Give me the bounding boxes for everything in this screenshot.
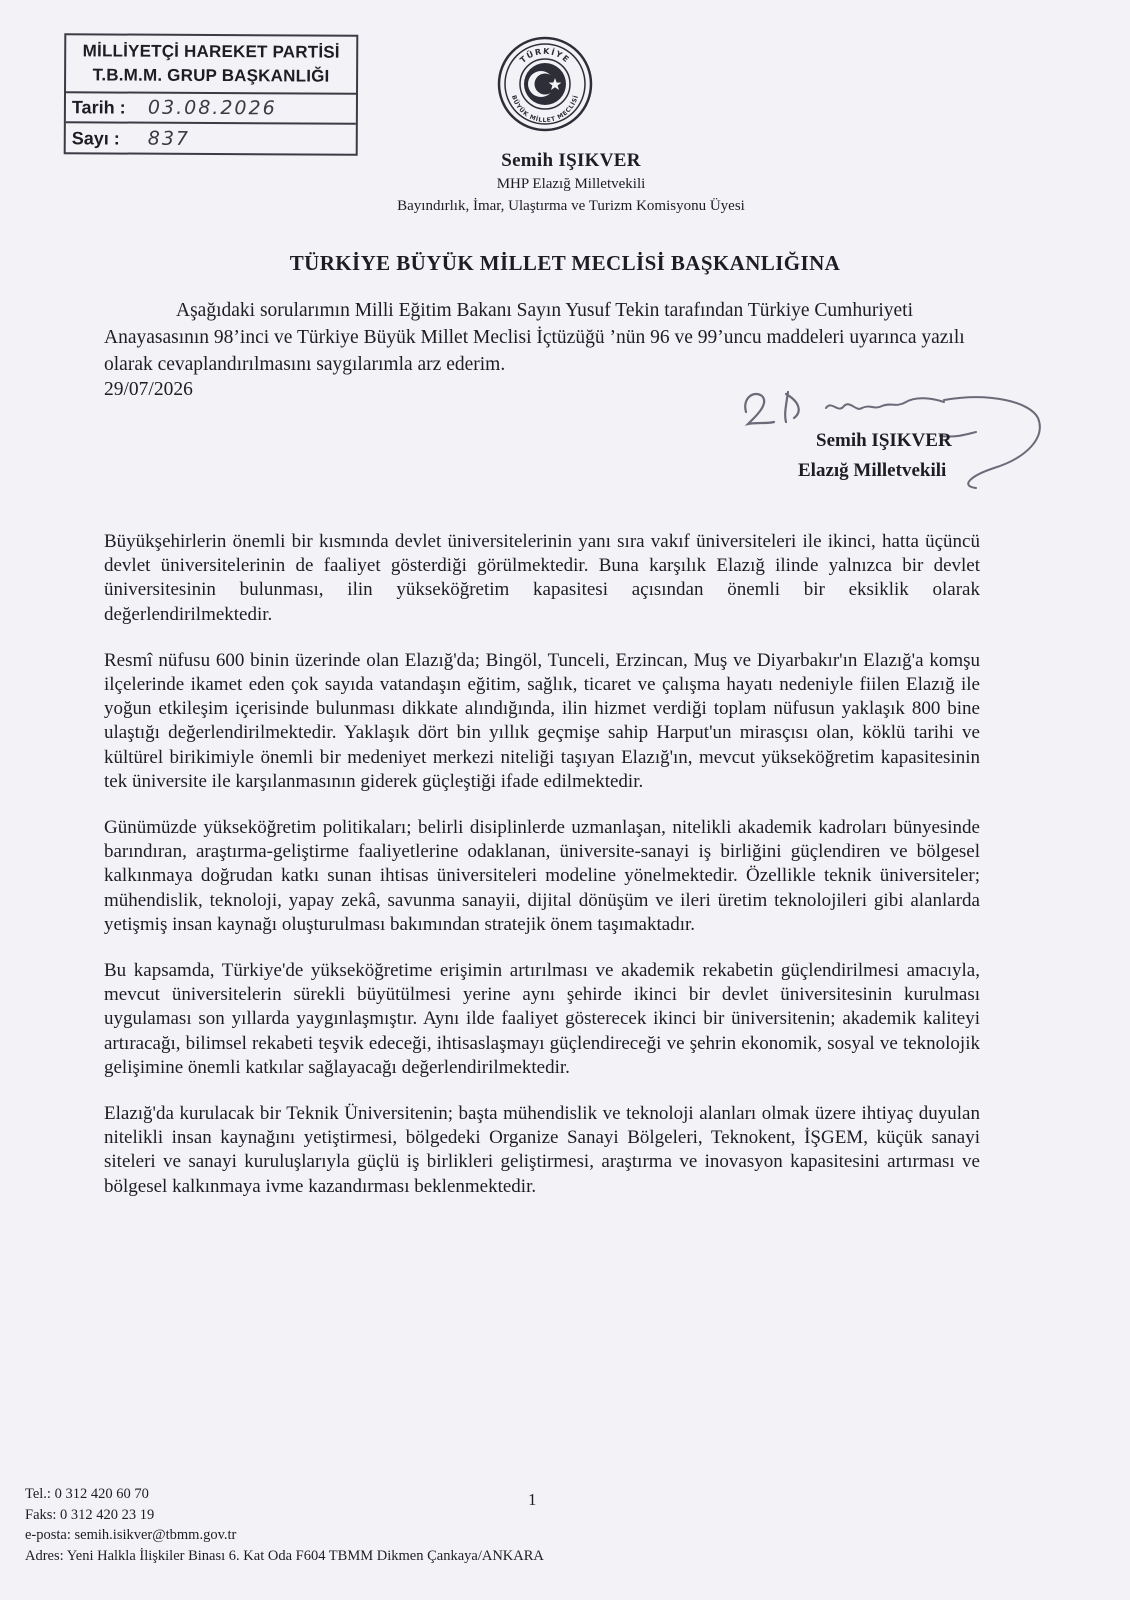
seal-text-bottom: BÜYÜK MİLLET MECLİSİ — [509, 94, 581, 125]
body-paragraph: Büyükşehirlerin önemli bir kısmında devlet üniversitelerinin yanı sıra vakıf üniversiteleri ile ikinci, hatta üçüncü devlet üniversitelerinin de faaliyet gösterdiği görülmektedir. Buna karşılık Elazığ ilinde yalnızca bir devlet üniversitesinin bulunması, ilin yükseköğretim kapasitesi açısından önemli bir eksiklik olarak değerlendirilmektedir. — [104, 531, 980, 625]
stamp-office-name: T.B.M.M. GRUP BAŞKANLIĞI — [92, 65, 330, 86]
stamp-number-value: 837 — [147, 127, 191, 150]
signatory-title: Elazığ Milletvekili — [798, 460, 947, 481]
stamp-number-label: Sayı : — [71, 127, 120, 149]
tbmm-seal-icon — [497, 36, 593, 132]
addressee-heading: TÜRKİYE BÜYÜK MİLLET MECLİSİ BAŞKANLIĞINA — [289, 251, 841, 275]
footer-fax: Faks: 0 312 420 23 19 — [25, 1506, 155, 1523]
sender-name: Semih IŞIKVER — [501, 150, 641, 171]
footer-email: e-posta: semih.isikver@tbmm.gov.tr — [25, 1527, 237, 1543]
stamp-date-label: Tarih : — [71, 96, 126, 118]
svg-text:TÜRKİYE — [518, 47, 571, 65]
sender-role: MHP Elazığ Milletvekili — [496, 176, 646, 192]
body-paragraph: Günümüzde yükseköğretim politikaları; belirli disiplinlerde uzmanlaşan, nitelikli akademik kadroları bünyesinde barındıran, araştırma-geliştirme faaliyetlerine odaklanan, üniversite-sanayi iş birliğini güçlendiren ve bölgesel kalkınmaya doğrudan katkı sunan ihtisas üniversiteleri modeline yönelmektedir. Özellikle teknik üniversiteler; mühendislik, teknoloji, yapay zekâ, savunma sanayii, dijital dönüşüm ve ileri üretim teknolojileri gibi alanlarda yetişmiş insan kaynağı oluşturulması bakımından stratejik önem taşımaktadır. — [104, 817, 980, 935]
incoming-document-stamp — [64, 33, 359, 156]
intro-paragraph: Aşağıdaki sorularımın Milli Eğitim Bakanı Sayın Yusuf Tekin tarafından Türkiye Cumhuriyeti Anayasasının 98’inci ve Türkiye Büyük Millet Meclisi İçtüzüğü ’nün 96 ve 99’uncu maddeleri uyarınca yazılı olarak cevaplandırılmasını saygılarımla arz ederim. — [104, 300, 965, 375]
signatory-name: Semih IŞIKVER — [816, 430, 952, 451]
stamp-date-row — [66, 93, 356, 125]
page-number: 1 — [528, 1490, 537, 1509]
seal-text-top: TÜRKİYE — [518, 46, 572, 65]
document-date: 29/07/2026 — [104, 379, 193, 400]
body-paragraph: Bu kapsamda, Türkiye'de yükseköğretime erişimin artırılması ve akademik rekabetin güçlendirilmesi amacıyla, mevcut üniversitelerin sürekli büyütülmesi yerine aynı şehirde ikinci bir devlet üniversitesinin kurulması uygulaması son yıllarda yaygınlaşmıştır. Aynı ilde faaliyet gösterecek ikinci bir üniversitenin; akademik kaliteyi artıracağı, bilimsel rekabeti teşvik edeceği, ihtisaslaşmayı güçlendireceği ve şehrin ekonomik, sosyal ve teknolojik gelişimine önemli katkılar sağlayacağı değerlendirilmektedir. — [104, 960, 980, 1078]
body-paragraph: Elazığ'da kurulacak bir Teknik Üniversitenin; başta mühendislik ve teknoloji alanları olmak üzere ihtiyaç duyulan nitelikli insan kaynağını yetiştirmesi, bölgedeki Organize Sanayi Bölgeleri, Teknokent, İŞGEM, küçük sanayi siteleri ve sanayi kuruluşlarıyla güçlü iş birlikleri geliştirmesi, araştırma ve inovasyon kapasitesini artırması ve bölgesel kalkınmaya ivme kazandırması beklenmektedir. — [104, 1103, 980, 1197]
stamp-date-value: 03.08.2026 — [147, 96, 277, 120]
contact-footer — [25, 1484, 544, 1566]
sender-committee: Bayındırlık, İmar, Ulaştırma ve Turizm Komisyonu Üyesi — [397, 198, 745, 214]
footer-address: Adres: Yeni Halkla İlişkiler Binası 6. Kat Oda F604 TBMM Dikmen Çankaya/ANKARA — [25, 1547, 544, 1564]
body-paragraph: Resmî nüfusu 600 binin üzerinde olan Elazığ'da; Bingöl, Tunceli, Erzincan, Muş ve Diyarbakır'ın Elazığ'a komşu ilçelerinde ikamet eden çok sayıda vatandaşın eğitim, sağlık, ticaret ve çalışma hayatı nedeniyle fiilen Elazığ ile yoğun etkileşim içerisinde bulunması dikkate alındığında, ilin hizmet verdiği toplam nüfusun yaklaşık 800 bine ulaştığı değerlendirilmektedir. Yaklaşık dört bin yıllık geçmişe sahip Harput'un mirasçısı olan, köklü tarihi ve kültürel birikimiyle önemli bir medeniyet merkezi niteliği taşıyan Elazığ'ın, mevcut yükseköğretim kapasitesinin tek üniversite ile karşılanmasının giderek güçleştiği ifade edilmektedir. — [104, 649, 980, 792]
footer-phone: Tel.: 0 312 420 60 70 — [25, 1486, 149, 1502]
stamp-party-name: MİLLİYETÇİ HAREKET PARTİSİ — [82, 41, 340, 62]
document-body — [104, 530, 980, 1221]
stamp-header — [66, 35, 356, 95]
